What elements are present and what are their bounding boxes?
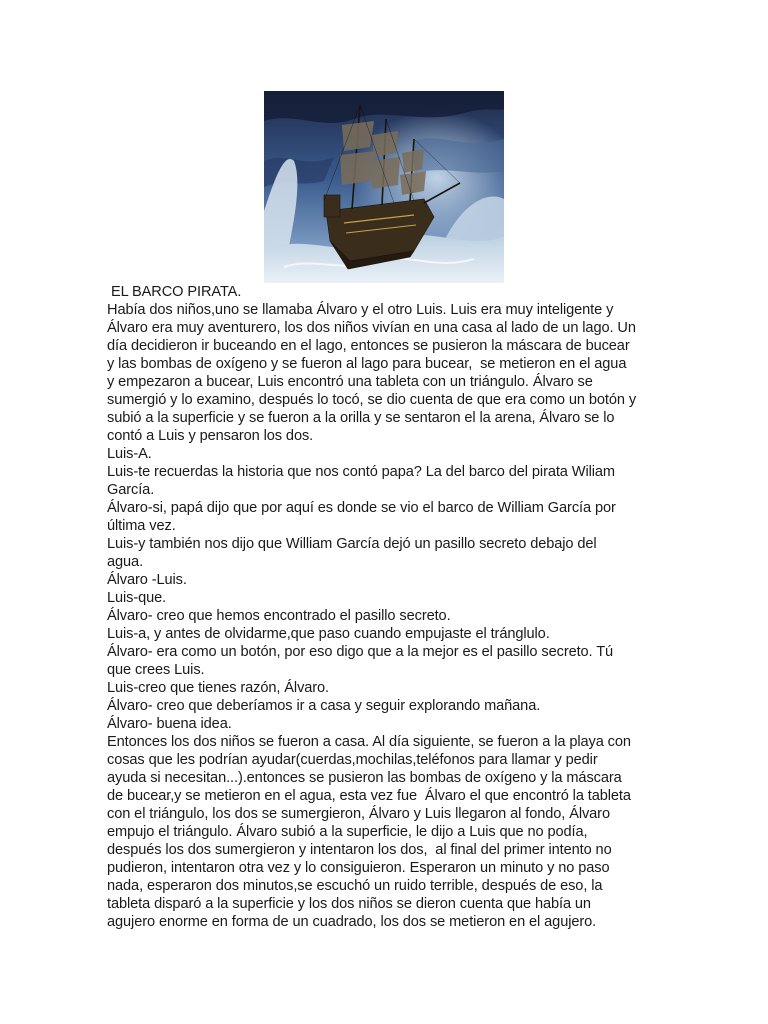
story-line: agujero enorme en forma de un cuadrado, los dos se metieron en el agujero. [107, 914, 597, 930]
story-line: después los dos sumergieron y intentaron los dos, al final del primer intento no [107, 842, 612, 858]
story-line: García. [107, 482, 155, 498]
story-line: y las bombas de oxígeno y se fueron al lago para bucear, se metieron en el agua [107, 356, 627, 372]
story-line: ayuda si necesitan...).entonces se pusieron las bombas de oxígeno y la máscara [107, 770, 622, 786]
story-title: EL BARCO PIRATA. [107, 284, 242, 300]
story-line: Luis-que. [107, 590, 167, 606]
story-line: que crees Luis. [107, 662, 205, 678]
story-line: Álvaro-si, papá dijo que por aquí es donde se vio el barco de William García por [107, 500, 616, 516]
story-line: empujo el triángulo. Álvaro subió a la superficie, le dijo a Luis que no podía, [107, 824, 588, 840]
story-line: Luis-A. [107, 446, 152, 462]
story-line: contó a Luis y pensaron los dos. [107, 428, 314, 444]
story-line: Luis-te recuerdas la historia que nos contó papa? La del barco del pirata Wiliam [107, 464, 615, 480]
story-line: Luis-y también nos dijo que William García dejó un pasillo secreto debajo del [107, 536, 597, 552]
story-line: tableta disparó a la superficie y los dos niños se dieron cuenta que había un [107, 896, 591, 912]
story-line: subió a la superficie y se fueron a la orilla y se sentaron el la arena, Álvaro se lo [107, 410, 615, 426]
story-line: Luis-creo que tienes razón, Álvaro. [107, 680, 330, 696]
story-line: Álvaro- creo que hemos encontrado el pasillo secreto. [107, 608, 451, 624]
story-text [107, 283, 647, 931]
story-line: pudieron, intentaron otra vez y lo consiguieron. Esperaron un minuto y no paso [107, 860, 610, 876]
story-line: de bucear,y se metieron en el agua, esta vez fue Álvaro el que encontró la tableta [107, 788, 631, 804]
story-line: Luis-a, y antes de olvidarme,que paso cuando empujaste el tránglulo. [107, 626, 550, 642]
story-line: con el triángulo, los dos se sumergieron, Álvaro y Luis llegaron al fondo, Álvaro [107, 806, 610, 822]
story-line: sumergió y lo examino, después lo tocó, se dio cuenta de que era como un botón y [107, 392, 637, 408]
story-line: Álvaro -Luis. [107, 572, 187, 588]
story-line: y empezaron a bucear, Luis encontró una tableta con un triángulo. Álvaro se [107, 374, 593, 390]
story-line: día decidieron ir buceando en el lago, entonces se pusieron la máscara de bucear [107, 338, 630, 354]
story-line: Álvaro- buena idea. [107, 716, 232, 732]
story-line: Álvaro- era como un botón, por eso digo que a la mejor es el pasillo secreto. Tú [107, 644, 614, 660]
story-line: última vez. [107, 518, 176, 534]
story-line: Álvaro era muy aventurero, los dos niños vivían en una casa al lado de un lago. Un [107, 320, 636, 336]
story-line: nada, esperaron dos minutos,se escuchó un ruido terrible, después de eso, la [107, 878, 603, 894]
story-line: cosas que les podrían ayudar(cuerdas,mochilas,teléfonos para llamar y pedir [107, 752, 598, 768]
story-line: Álvaro- creo que deberíamos ir a casa y seguir explorando mañana. [107, 698, 541, 714]
story-line: agua. [107, 554, 144, 570]
pirate-ship-illustration [264, 91, 504, 283]
story-line: Había dos niños,uno se llamaba Álvaro y el otro Luis. Luis era muy inteligente y [107, 302, 614, 318]
story-line: Entonces los dos niños se fueron a casa. Al día siguiente, se fueron a la playa con [107, 734, 631, 750]
